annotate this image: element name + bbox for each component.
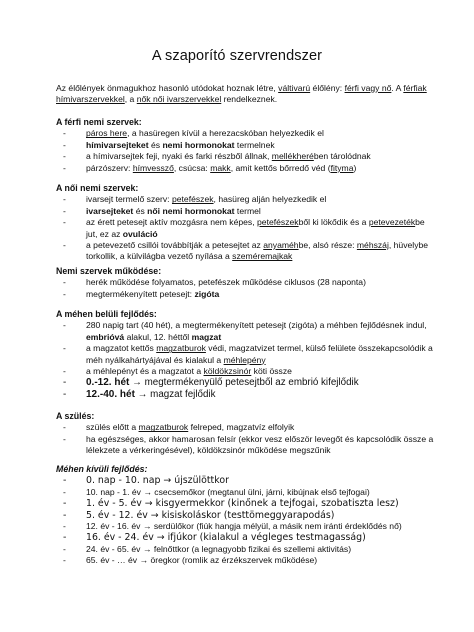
text-run: a hímivarsejtek feji, nyaki és farki részből állnak,	[86, 151, 272, 162]
section-heading: A méhen belüli fejlődés:	[56, 309, 157, 319]
text-run: ivarsejt termelő szerv:	[86, 194, 172, 205]
text-run: 10. nap - 1. év → csecsemőkor (megtanul ülni, járni, kibújnak első tejfogai)	[86, 486, 370, 497]
text-run: termelnek	[234, 139, 275, 150]
text-run: ben tárolódnak	[313, 151, 371, 162]
text-run: 24. év - 65. év → felnőttkor (a legnagyobb fizikai és szellemi aktivitás)	[86, 543, 352, 554]
text-run: rendelkeznek.	[221, 94, 278, 105]
section-postnatal-development	[56, 464, 436, 567]
text-run: védi, magzatvizet termel, külső felülete összekapcsolódik a méh nyálkahártyájával és kialakul a	[86, 343, 433, 365]
list-item	[56, 289, 436, 300]
underlined-term: férfiak hímivarszervekkel	[56, 83, 427, 105]
bold-term: 12.-40. hét	[86, 388, 135, 400]
text-run: ha egészséges, akkor hamarosan felsír (ekkor vesz először levegőt és kapcsolódik össze a lélekzete a vérkeringésével), köldökzsinór működése megszűnik	[86, 433, 434, 456]
list-item	[56, 487, 436, 498]
text-run: Az élőlények önmagukhoz hasonló utódokat hoznak létre,	[56, 83, 279, 93]
list-item	[56, 277, 436, 288]
section-heading: Méhen kívüli fejlődés:	[56, 464, 148, 474]
list-item	[56, 151, 436, 162]
text-run: be, alsó része:	[298, 240, 357, 251]
list-item	[56, 240, 436, 263]
bullet-list	[56, 277, 436, 300]
intro-text	[56, 83, 436, 106]
text-run: élőlény:	[310, 83, 345, 93]
underlined-term: mellékheré	[271, 151, 314, 162]
text-run: megtermékenyített petesejt:	[86, 288, 195, 299]
section-heading: A női nemi szervek:	[56, 183, 139, 193]
list-item	[56, 377, 436, 388]
underlined-term: méhlepény	[223, 354, 266, 365]
bold-term: embrióvá	[86, 331, 125, 342]
list-item	[56, 140, 436, 151]
text-run: alakul, 12. héttől	[124, 331, 192, 342]
text-run: → megtermékenyülő petesejtből az embrió kifejlődik	[129, 377, 359, 389]
text-run: 5. év - 12. év → kisiskoláskor (testtömeggyarapodás)	[86, 509, 335, 521]
bold-term: 0.-12. hét	[86, 377, 130, 389]
text-run: felreped, magzatvíz elfolyik	[188, 422, 295, 433]
text-run: . A	[391, 83, 404, 93]
text-run: termel	[234, 205, 261, 216]
bullet-list	[56, 128, 436, 174]
bold-term: ovuláció	[122, 228, 158, 239]
text-run: köti össze	[251, 366, 292, 377]
list-item	[56, 163, 436, 174]
text-run: , csúcsa:	[173, 162, 211, 173]
underlined-term: petefészek	[171, 194, 214, 205]
underlined-term: petevezeték	[368, 217, 416, 228]
text-run: párzószerv:	[86, 162, 133, 173]
section-male-organs	[56, 117, 436, 174]
section-female-organs	[56, 183, 436, 263]
list-item	[56, 498, 436, 509]
text-run: 1. év - 5. év → kisgyermekkor (kinőnek a tejfogai, szobatiszta lesz)	[86, 498, 399, 510]
list-item	[56, 555, 436, 566]
list-item	[56, 206, 436, 217]
bold-term: hímivarsejteket	[86, 139, 149, 150]
bold-term: magzat	[191, 331, 222, 342]
list-item	[56, 217, 436, 240]
page-title: A szaporító szervrendszer	[151, 48, 323, 64]
list-item	[56, 128, 436, 139]
intro-paragraph	[56, 83, 436, 106]
bullet-list	[56, 422, 436, 456]
list-item	[56, 422, 436, 433]
bold-term: női nemi hormonokat	[147, 205, 235, 216]
text-run: )	[353, 162, 357, 173]
list-item	[56, 343, 436, 366]
text-run: , hasüreg alján helyezkedik el	[213, 194, 327, 205]
section-heading: A szülés:	[56, 411, 95, 421]
text-run: ből ki lökődik és a	[298, 217, 369, 228]
text-run: , hüvelybe torkollik, a külvilágba vezető nyílása a	[86, 240, 429, 262]
text-run: 0. nap - 10. nap → újszülöttkor	[86, 475, 229, 487]
bold-term: ivarsejteket	[86, 205, 134, 216]
bullet-list	[56, 194, 436, 262]
list-item	[56, 510, 436, 521]
list-item	[56, 320, 436, 343]
text-run: 280 napig tart (40 hét), a megtermékenyített petesejt (zigóta) a méhben fejlődésnek indul,	[86, 320, 427, 331]
underlined-term: petefészek	[257, 217, 299, 228]
bold-term: nemi hormonokat	[162, 139, 235, 150]
text-run: 65. év - … év → öregkor (romlik az érzékszervek működése)	[86, 555, 318, 566]
text-run: és	[148, 139, 163, 150]
underlined-term: nők női ivarszervekkel	[136, 94, 222, 105]
text-run: herék működése folyamatos, petefészek működése ciklusos (28 naponta)	[86, 277, 366, 288]
text-run: a petevezető csillói továbbítják a petesejtet az	[86, 240, 264, 251]
underlined-term: magzatburok	[138, 422, 189, 433]
underlined-term: páros here	[86, 128, 128, 139]
underlined-term: makk	[210, 162, 231, 173]
underlined-term: férfi vagy nő	[344, 83, 392, 93]
underlined-term: magzatburok	[156, 343, 206, 354]
text-run: és	[133, 205, 148, 216]
bullet-list	[56, 320, 436, 400]
text-run: az érett petesejt aktív mozgásra nem képes,	[86, 217, 258, 228]
text-run: be jut, ez az	[86, 217, 425, 239]
list-item	[56, 532, 436, 543]
text-run: , amit kettős bőrredő véd (	[230, 162, 331, 173]
section-prenatal-development	[56, 309, 436, 400]
underlined-term: méhszáj	[356, 240, 389, 251]
underlined-term: köldökzsinór	[203, 366, 252, 377]
section-heading: A férfi nemi szervek:	[56, 117, 142, 127]
section-birth	[56, 411, 436, 457]
text-run: a méhlepényt és a magzatot a	[86, 366, 204, 377]
list-item	[56, 544, 436, 555]
list-item	[56, 434, 436, 457]
underlined-term: váltivarú	[278, 83, 311, 93]
text-run: → magzat fejlődik	[134, 388, 216, 400]
list-item	[56, 194, 436, 205]
list-item	[56, 475, 436, 486]
text-run: , a	[124, 94, 137, 105]
underlined-term: hímvessző	[132, 162, 174, 173]
text-run: a magzatot kettős	[86, 343, 157, 354]
text-run: 16. év - 24. év → ifjúkor (kialakul a végleges testmagasság)	[86, 532, 366, 544]
underlined-term: fityma	[330, 162, 354, 173]
text-run: szülés előtt a	[86, 422, 139, 433]
underlined-term: szeméremajkak	[232, 251, 293, 262]
bold-term: zigóta	[194, 288, 220, 299]
bullet-list	[56, 475, 436, 566]
list-item	[56, 521, 436, 532]
list-item	[56, 366, 436, 377]
text-run: 12. év - 16. év → serdülőkor (fiúk hangja mélyül, a másik nem iránti érdeklődés nő)	[86, 521, 402, 532]
section-heading: Nemi szervek működése:	[56, 266, 162, 276]
underlined-term: anyaméh	[263, 240, 299, 251]
text-run: , a hasüregen kívül a herezacskóban helyezkedik el	[127, 128, 324, 139]
section-organ-function	[56, 266, 436, 300]
list-item	[56, 389, 436, 400]
